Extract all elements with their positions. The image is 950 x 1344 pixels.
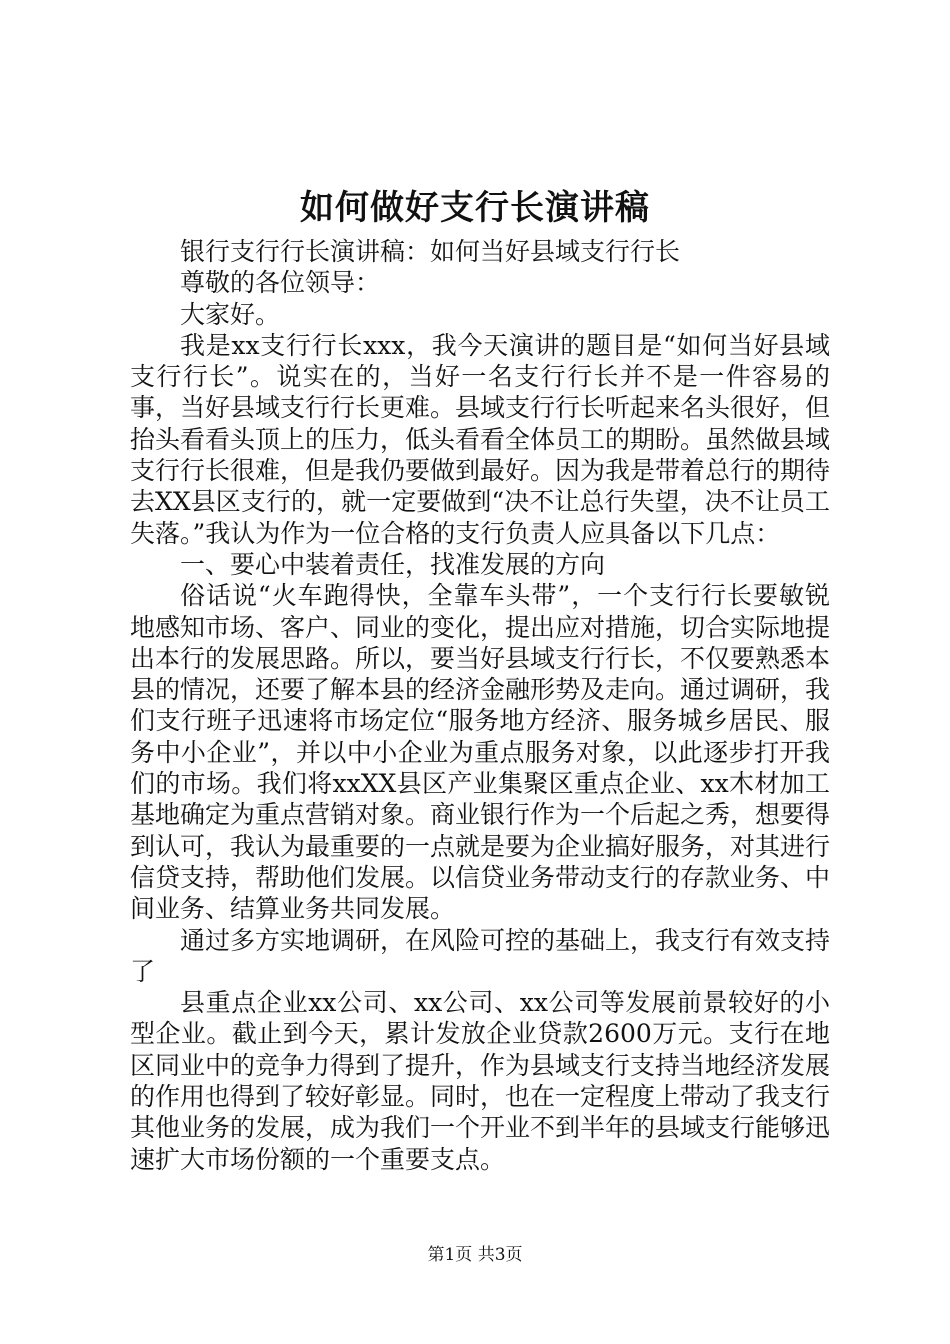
document-body [130,236,830,1175]
page-number-footer: 第1页 共3页 [427,1245,523,1265]
paragraph-introduction: 我是xx支行行长xxx，我今天演讲的题目是“如何当好县域支行行长”。说实在的，当好一名支行行长并不是一件容易的事，当好县域支行行长更难。县域支行行长听起来名头很好，但抬头看看头顶上的压力，低头看看全体员工的期盼。虽然做县域支行行长很难，但是我仍要做到最好。因为我是带着总行的期待去XX县区支行的，就一定要做到“决不让总行失望，决不让员工失落。”我认为作为一位合格的支行负责人应具备以下几点： [130,330,831,548]
paragraph-greeting: 大家好。 [180,299,281,329]
paragraph-research: 通过多方实地调研，在风险可控的基础上，我支行有效支持了 [130,925,831,986]
paragraph-subtitle: 银行支行行长演讲稿：如何当好县域支行行长 [180,237,681,266]
paragraph-salutation: 尊敬的各位领导： [180,268,381,298]
document-title: 如何做好支行长演讲稿 [300,188,650,228]
paragraph-results: 县重点企业xx公司、xx公司、xx公司等发展前景较好的小型企业。截止到今天，累计发放企业贷款2600万元。支行在地区同业中的竞争力得到了提升，作为县域支行支持当地经济发展的作用也得到了较好彰显。同时，也在一定程度上带动了我支行其他业务的发展，成为我们一个开业不到半年的县域支行能够迅速扩大市场份额的一个重要支点。 [130,988,831,1174]
paragraph-section-1: 俗话说“火车跑得快，全靠车头带”，一个支行行长要敏锐地感知市场、客户、同业的变化，提出应对措施，切合实际地提出本行的发展思路。所以，要当好县域支行行长，不仅要熟悉本县的情况，还要了解本县的经济金融形势及走向。通过调研，我们支行班子迅速将市场定位“服务地方经济、服务城乡居民、服务中小企业”，并以中小企业为重点服务对象，以此逐步打开我们的市场。我们将xxXX县区产业集聚区重点企业、xx木材加工基地确定为重点营销对象。商业银行作为一个后起之秀，想要得到认可，我认为最重要的一点就是要为企业搞好服务，对其进行信贷支持，帮助他们发展。以信贷业务带动支行的存款业务、中间业务、结算业务共同发展。 [130,581,831,924]
section-heading-1: 一、要心中装着责任，找准发展的方向 [180,549,606,579]
